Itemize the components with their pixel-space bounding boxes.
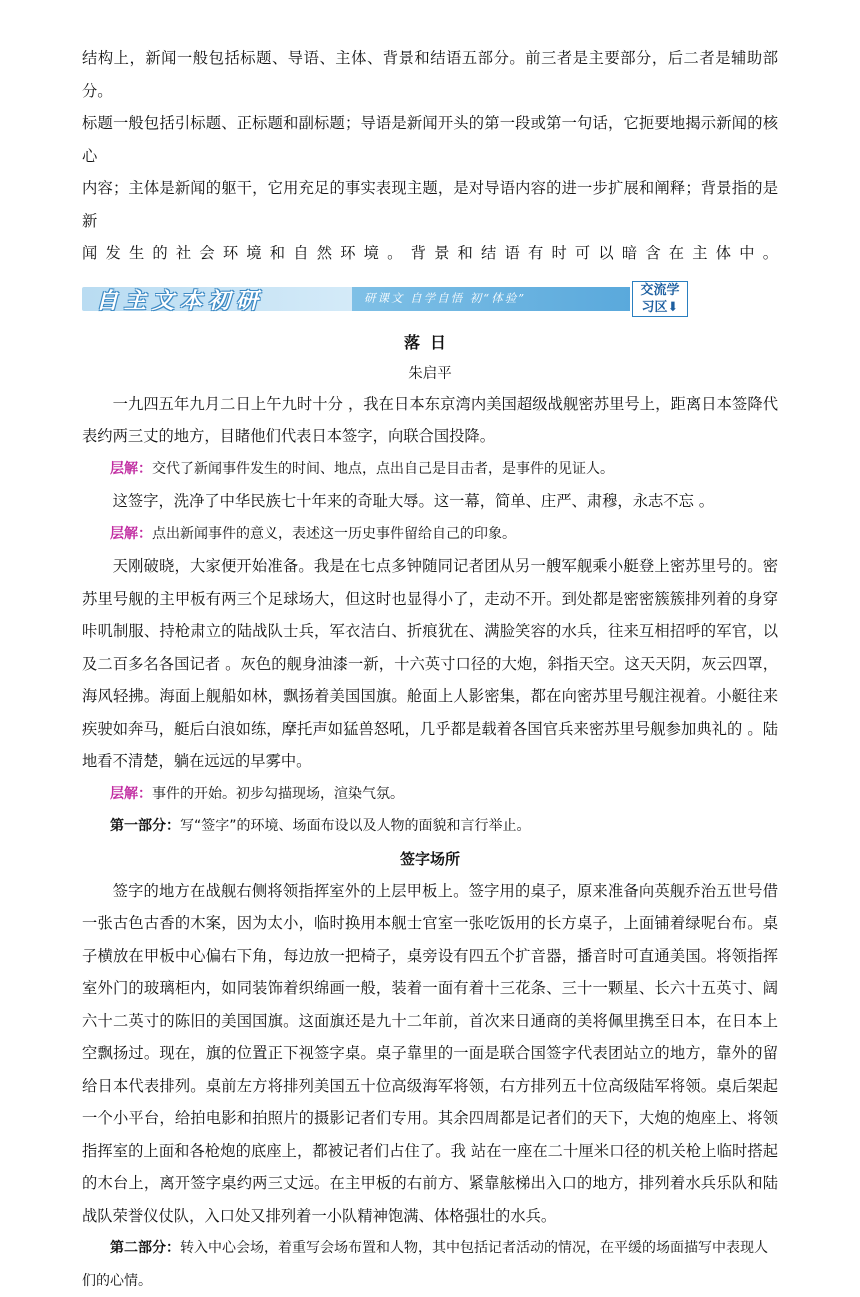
note-text: 事件的开始。初步勾描现场，渲染气氛。 bbox=[152, 785, 404, 802]
part-label: 第二部分： bbox=[110, 1240, 180, 1256]
paragraph-2: 这签字，洗净了中华民族七十年来的奇耻大辱。这一幕，简单、庄严、肃穆，永志不忘 。 bbox=[112, 492, 715, 510]
note-text: 点出新闻事件的意义，表述这一历史事件留给自己的印象。 bbox=[152, 525, 516, 542]
part-2-summary bbox=[82, 1232, 778, 1297]
part-text: 写“签字”的环境、场面布设以及人物的面貌和言行举止。 bbox=[180, 818, 531, 834]
paragraph-3: 天刚破晓，大家便开始准备。我是在七点多钟随同记者团从另一艘军舰乘小艇登上密苏里号的。密苏里号舰的主甲板有两三个足球场大，但这时也显得小了，走动不开。到处都是密密簇簇排列着的身穿咔叽制服、持枪肃立的陆战队士兵，军衣洁白、折痕犹在、满脸笑容的水兵，往来互相招呼的军官，以及二百多名各国记者 。灰色的舰身油漆一新，十六英寸口径的大炮，斜指天空。这天天阴，灰云四罩，海风轻拂。海面上舰船如林，飘扬着美国国旗。舱面上人影密集，都在向密苏里号舰注视着。小艇往来疾驶如奔马，艇后白浪如练，摩托声如猛兽怒吼，几乎都是载着各国官兵来密苏里号舰参加典礼的 。陆地看不清楚，躺在远远的早雾中。 bbox=[82, 557, 778, 770]
exchange-area-button[interactable] bbox=[632, 281, 688, 317]
article-author: 朱启平 bbox=[408, 365, 452, 382]
note-label: 层解： bbox=[110, 525, 152, 542]
note-label: 层解： bbox=[110, 785, 152, 802]
section-banner bbox=[82, 278, 778, 320]
document-page bbox=[82, 42, 778, 1297]
article-title: 落日 bbox=[403, 332, 456, 352]
intro-line-3: 内容；主体是新闻的躯干，它用充足的事实表现主题，是对导语内容的进一步扩展和阐释；背景指的是新 bbox=[82, 179, 778, 230]
banner-title: 自主文本初研 bbox=[96, 287, 265, 314]
intro-line-1: 结构上，新闻一般包括标题、导语、主体、背景和结语五部分。前三者是主要部分，后二者是辅助部分。 bbox=[82, 49, 778, 100]
analysis-note-1 bbox=[82, 453, 778, 486]
paragraph-4: 签字的地方在战舰右侧将领指挥室外的上层甲板上。签字用的桌子，原来准备向英舰乔治五世号借一张古色古香的木案，因为太小，临时换用本舰士官室一张吃饭用的长方桌子，上面铺着绿呢台布。桌子横放在甲板中心偏右下角，每边放一把椅子，桌旁设有四五个扩音器，播音时可直通美国。将领指挥室外门的玻璃柜内，如同装饰着织绵画一般，装着一面有着十三花条、三十一颗星、长六十五英寸、阔六十二英寸的陈旧的美国国旗。这面旗还是九十二年前，首次来日通商的美将佩里携至日本，在日本上空飘扬过。现在，旗的位置正下视签字桌。桌子靠里的一面是联合国签字代表团站立的地方，靠外的留给日本代表排列。桌前左方将排列美国五十位高级海军将领，右方排列五十位高级陆军将领。桌后架起一个小平台，给拍电影和拍照片的摄影记者们专用。其余四周都是记者们的天下，大炮的炮座上、将领指挥室的上面和各枪炮的底座上，都被记者们占住了。我 站在一座在二十厘米口径的机关枪上临时搭起的木台上，离开签字桌约两三丈远。在主甲板的右前方、紧靠舷梯出入口的地方，排列着水兵乐队和陆战队荣誉仪仗队，入口处又排列着一小队精神饱满、体格强壮的水兵。 bbox=[82, 881, 778, 1225]
part-1-summary bbox=[82, 810, 778, 843]
exchange-area-line2: 习区⬇ bbox=[641, 299, 679, 315]
intro-line-2: 标题一般包括引标题、正标题和副标题；导语是新闻开头的第一段或第一句话，它扼要地揭示新闻的核心 bbox=[82, 114, 778, 165]
banner-subtitle: 研课文 自学自悟 初“体验” bbox=[364, 290, 527, 305]
note-text: 交代了新闻事件发生的时间、地点，点出自己是目击者，是事件的见证人。 bbox=[152, 460, 614, 477]
subsection-heading: 签字场所 bbox=[399, 849, 460, 868]
paragraph-1: 一九四五年九月二日上午九时十分 ，我在日本东京湾内美国超级战舰密苏里号上，距离日本签降代表约两三丈的地方，目睹他们代表日本签字，向联合国投降。 bbox=[82, 394, 778, 445]
exchange-area-line1: 交流学 bbox=[640, 282, 680, 298]
part-label: 第一部分： bbox=[110, 818, 180, 834]
part-text: 转入中心会场，着重写会场布置和人物，其中包括记者活动的情况，在平缓的场面描写中表现人们的心情。 bbox=[82, 1240, 768, 1289]
intro-line-4: 闻发生的社会环境和自然环境。背景和结语有时可以暗含在主体中。 bbox=[82, 244, 778, 262]
analysis-note-3 bbox=[82, 778, 778, 811]
analysis-note-2 bbox=[82, 518, 778, 551]
note-label: 层解： bbox=[110, 460, 152, 477]
